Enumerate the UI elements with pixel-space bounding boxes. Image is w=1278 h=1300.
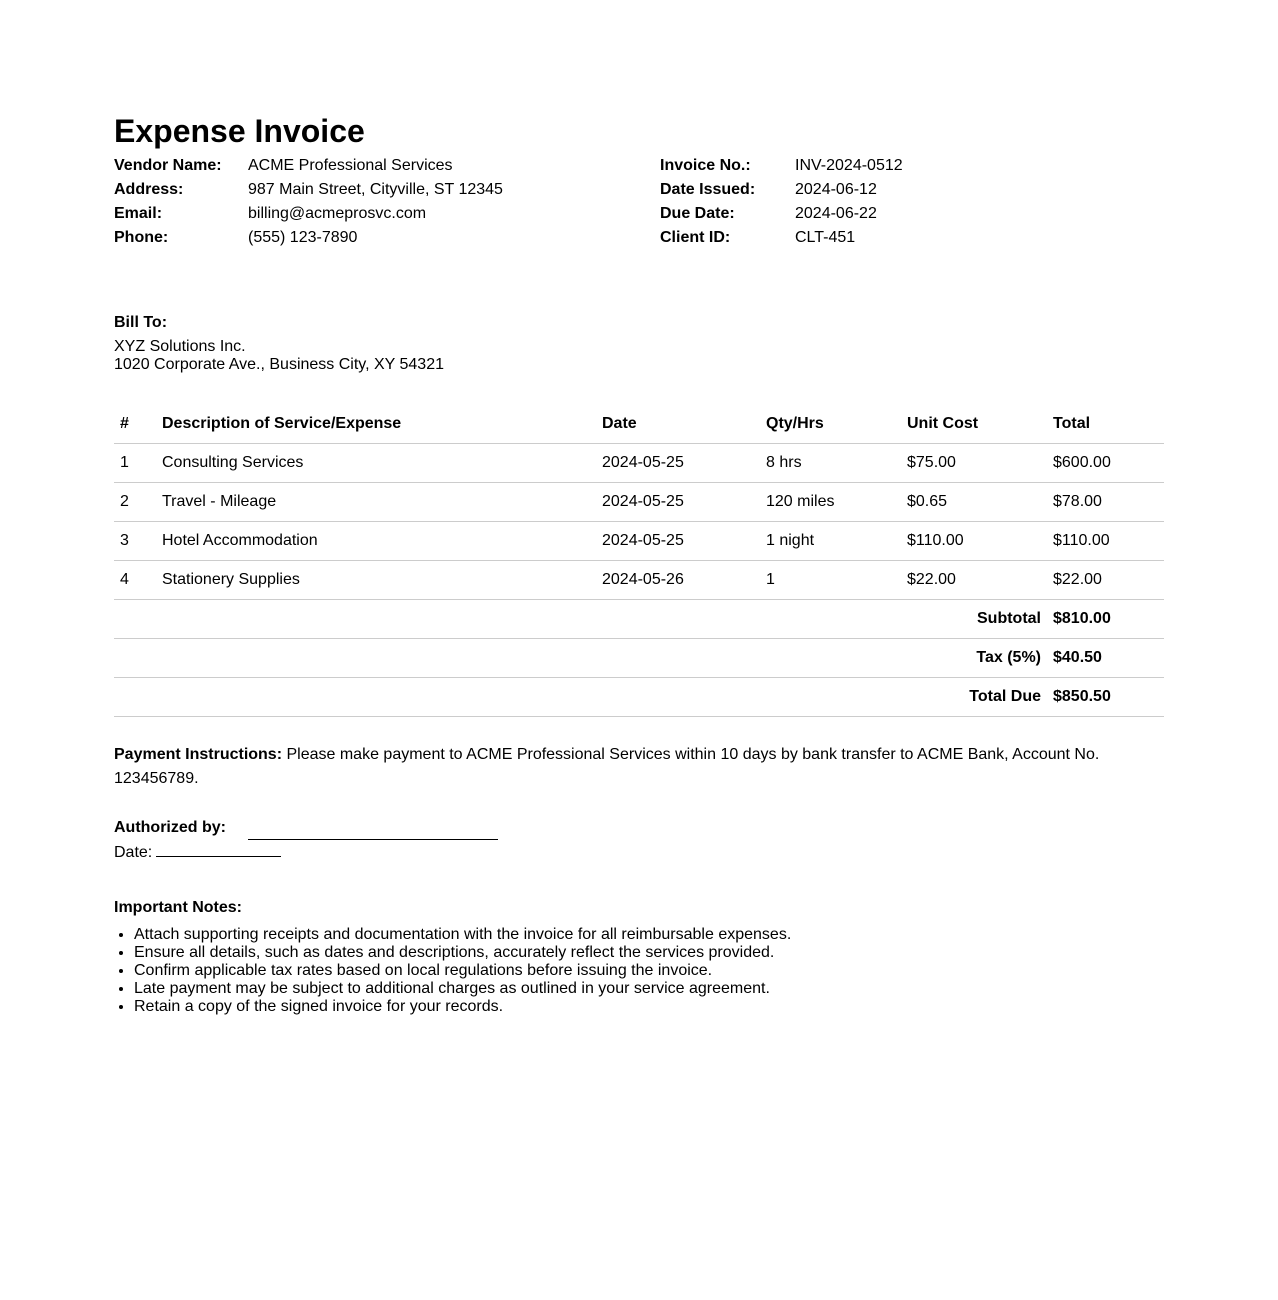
vendor-phone-row [114, 228, 503, 252]
table-header-row [114, 405, 1164, 444]
column-header: Unit Cost [907, 405, 1053, 444]
date-issued-row [660, 180, 903, 204]
table-cell: $75.00 [907, 444, 1053, 483]
table-cell: 1 [766, 561, 907, 600]
client-id-row [660, 228, 903, 252]
table-cell: $78.00 [1053, 483, 1164, 522]
payment-instructions-text: Please make payment to ACME Professional Services within 10 days by bank transfer to ACME Bank, Account No. 123456789. [114, 746, 1100, 787]
table-cell: 2024-05-25 [602, 483, 766, 522]
table-cell: 2024-05-26 [602, 561, 766, 600]
subtotal-label: Subtotal [114, 600, 1053, 639]
list-item: • Attach supporting receipts and documentation with the invoice for all reimbursable expenses. [134, 926, 791, 944]
vendor-phone-label: Phone: [114, 229, 169, 246]
bill-to-name: XYZ Solutions Inc. [114, 338, 246, 355]
important-notes [114, 898, 791, 1016]
column-header: # [114, 405, 162, 444]
auth-date-row [114, 840, 498, 865]
table-cell: $600.00 [1053, 444, 1164, 483]
auth-date-label: Date: [114, 844, 153, 861]
list-item: • Confirm applicable tax rates based on local regulations before issuing the invoice. [134, 962, 791, 980]
authorization-section [114, 816, 498, 865]
column-header: Description of Service/Expense [162, 405, 602, 444]
vendor-email-row [114, 204, 503, 228]
client-id-value: CLT-451 [795, 229, 856, 246]
due-date-value: 2024-06-22 [795, 205, 877, 222]
date-issued-value: 2024-06-12 [795, 181, 877, 198]
table-row [114, 561, 1164, 600]
table-cell: 8 hrs [766, 444, 907, 483]
vendor-address-label: Address: [114, 181, 184, 198]
column-header: Total [1053, 405, 1164, 444]
table-cell: $22.00 [1053, 561, 1164, 600]
total-due-row [114, 678, 1164, 717]
signature-line [248, 821, 498, 840]
table-cell: 1 [114, 444, 162, 483]
invoice-number-row [660, 156, 903, 180]
table-cell: 1 night [766, 522, 907, 561]
table-cell: Hotel Accommodation [162, 522, 602, 561]
notes-list [114, 926, 791, 1016]
table-cell: 120 miles [766, 483, 907, 522]
vendor-name-row [114, 156, 503, 180]
tax-row [114, 639, 1164, 678]
payment-instructions-label: Payment Instructions: [114, 746, 283, 763]
table-cell: 3 [114, 522, 162, 561]
list-item: • Late payment may be subject to additional charges as outlined in your service agreement. [134, 980, 791, 998]
table-cell: 2024-05-25 [602, 444, 766, 483]
client-id-label: Client ID: [660, 229, 731, 246]
vendor-email-value: billing@acmeprosvc.com [248, 205, 427, 222]
column-header: Date [602, 405, 766, 444]
total-due-value: $850.50 [1053, 678, 1164, 717]
date-line [156, 840, 281, 857]
bill-to-address: 1020 Corporate Ave., Business City, XY 54321 [114, 356, 444, 373]
bill-to-heading: Bill To: [114, 314, 168, 331]
authorized-by-label: Authorized by: [114, 819, 226, 836]
vendor-phone-value: (555) 123-7890 [248, 229, 358, 246]
payment-instructions [114, 743, 1114, 791]
tax-label: Tax (5%) [114, 639, 1053, 678]
table-cell: 4 [114, 561, 162, 600]
table-row [114, 522, 1164, 561]
table-cell: 2 [114, 483, 162, 522]
table-cell: $110.00 [907, 522, 1053, 561]
invoice-details [660, 156, 903, 252]
table-row [114, 483, 1164, 522]
table-cell: 2024-05-25 [602, 522, 766, 561]
notes-heading: Important Notes: [114, 899, 242, 916]
total-due-label: Total Due [114, 678, 1053, 717]
tax-value: $40.50 [1053, 639, 1164, 678]
vendor-name-label: Vendor Name: [114, 157, 222, 174]
table-cell: $22.00 [907, 561, 1053, 600]
subtotal-value: $810.00 [1053, 600, 1164, 639]
table-cell: Stationery Supplies [162, 561, 602, 600]
subtotal-row [114, 600, 1164, 639]
table-cell: Consulting Services [162, 444, 602, 483]
vendor-name-value: ACME Professional Services [248, 157, 453, 174]
vendor-email-label: Email: [114, 205, 163, 222]
vendor-details [114, 156, 503, 252]
page-title: Expense Invoice [114, 113, 365, 149]
bill-to-section [114, 314, 444, 374]
list-item: • Retain a copy of the signed invoice for your records. [134, 998, 791, 1016]
table-cell: $0.65 [907, 483, 1053, 522]
table-cell: Travel - Mileage [162, 483, 602, 522]
due-date-row [660, 204, 903, 228]
line-items-table [114, 405, 1164, 717]
due-date-label: Due Date: [660, 205, 735, 222]
table-cell: $110.00 [1053, 522, 1164, 561]
table-row [114, 444, 1164, 483]
invoice-number-label: Invoice No.: [660, 157, 751, 174]
vendor-address-row [114, 180, 503, 204]
date-issued-label: Date Issued: [660, 181, 756, 198]
authorized-by-row [114, 816, 498, 840]
list-item: • Ensure all details, such as dates and descriptions, accurately reflect the services provided. [134, 944, 791, 962]
column-header: Qty/Hrs [766, 405, 907, 444]
invoice-number-value: INV-2024-0512 [795, 157, 903, 174]
vendor-address-value: 987 Main Street, Cityville, ST 12345 [248, 181, 503, 198]
